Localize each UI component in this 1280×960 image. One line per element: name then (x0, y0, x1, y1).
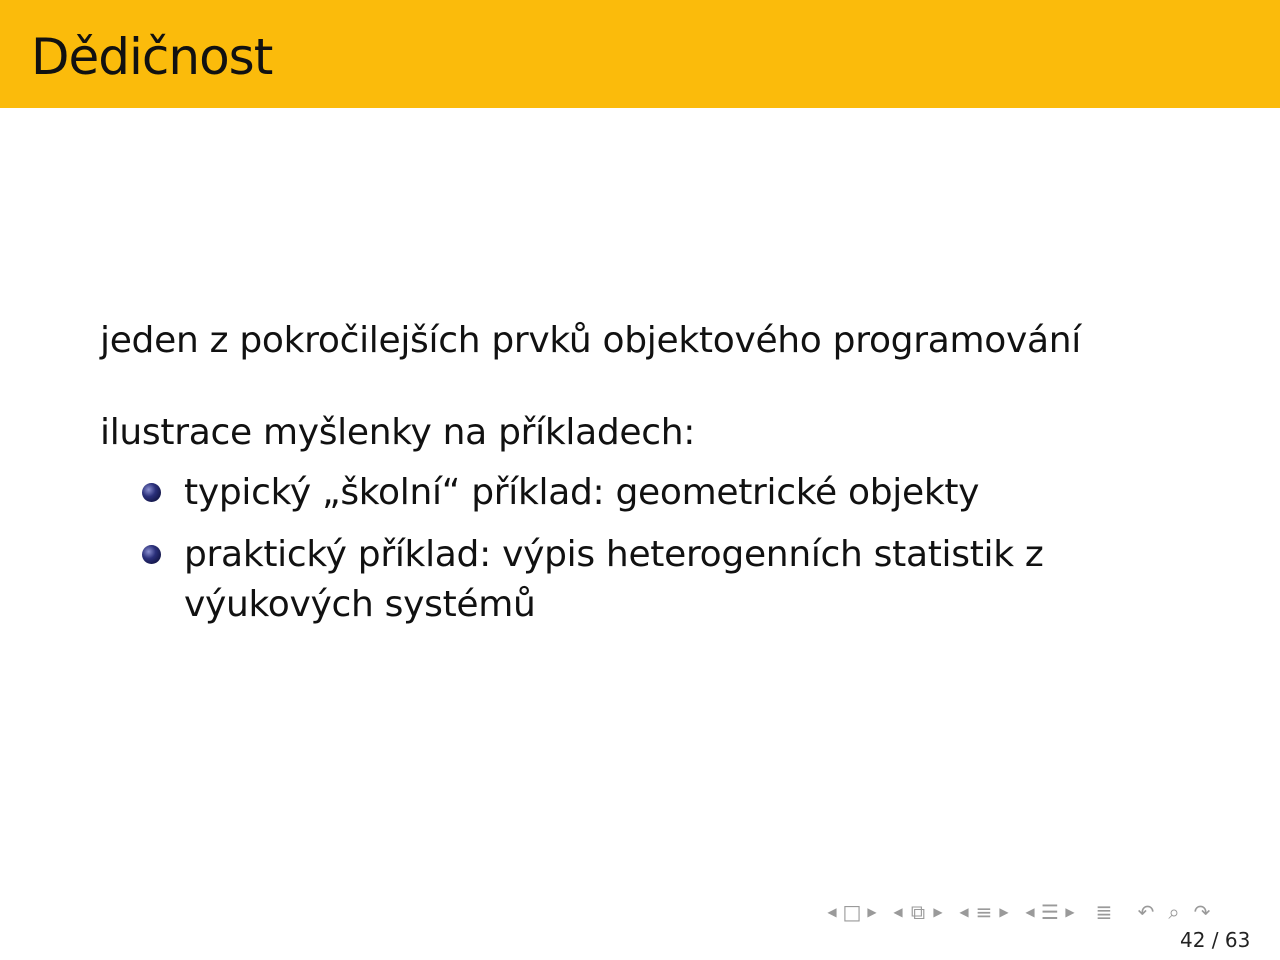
slide-icon[interactable]: □ (842, 900, 862, 924)
bullet-item (100, 530, 1044, 630)
bullet-text: praktický příklad: výpis heterogenních statistik z výukových systémů (184, 534, 1044, 625)
next-frame-icon[interactable]: ▶ (933, 905, 943, 919)
forward-icon[interactable]: ↷ (1193, 900, 1211, 924)
slide-content (100, 318, 1200, 642)
section-icon[interactable]: ☰ (1041, 900, 1059, 924)
frame-icon[interactable]: ⧉ (910, 900, 926, 924)
subsection-icon[interactable]: ≡ (975, 900, 993, 924)
bullet-item (100, 468, 1044, 518)
bullet-text: typický „školní“ příklad: geometrické objekty (184, 472, 980, 513)
next-section-icon[interactable]: ▶ (1065, 905, 1075, 919)
next-slide-icon[interactable]: ▶ (867, 905, 877, 919)
back-icon[interactable]: ↶ (1137, 900, 1155, 924)
bullet-icon (142, 545, 161, 564)
intro-text: jeden z pokročilejších prvků objektového programování (100, 320, 1081, 361)
bullet-list (100, 468, 1200, 630)
page-number: 42 / 63 (1180, 928, 1251, 952)
search-icon[interactable]: ⌕ (1168, 900, 1180, 924)
title-bar (0, 0, 1280, 108)
prev-subsection-icon[interactable]: ◀ (959, 905, 969, 919)
prev-section-icon[interactable]: ◀ (1025, 905, 1035, 919)
document-icon[interactable]: ≣ (1095, 900, 1113, 924)
next-subsection-icon[interactable]: ▶ (999, 905, 1009, 919)
navigation-bar (826, 900, 1272, 924)
prev-frame-icon[interactable]: ◀ (893, 905, 903, 919)
bullet-icon (142, 483, 161, 502)
prev-slide-icon[interactable]: ◀ (827, 905, 837, 919)
examples-heading: ilustrace myšlenky na příkladech: (100, 412, 696, 453)
slide-title: Dědičnost (31, 28, 273, 86)
